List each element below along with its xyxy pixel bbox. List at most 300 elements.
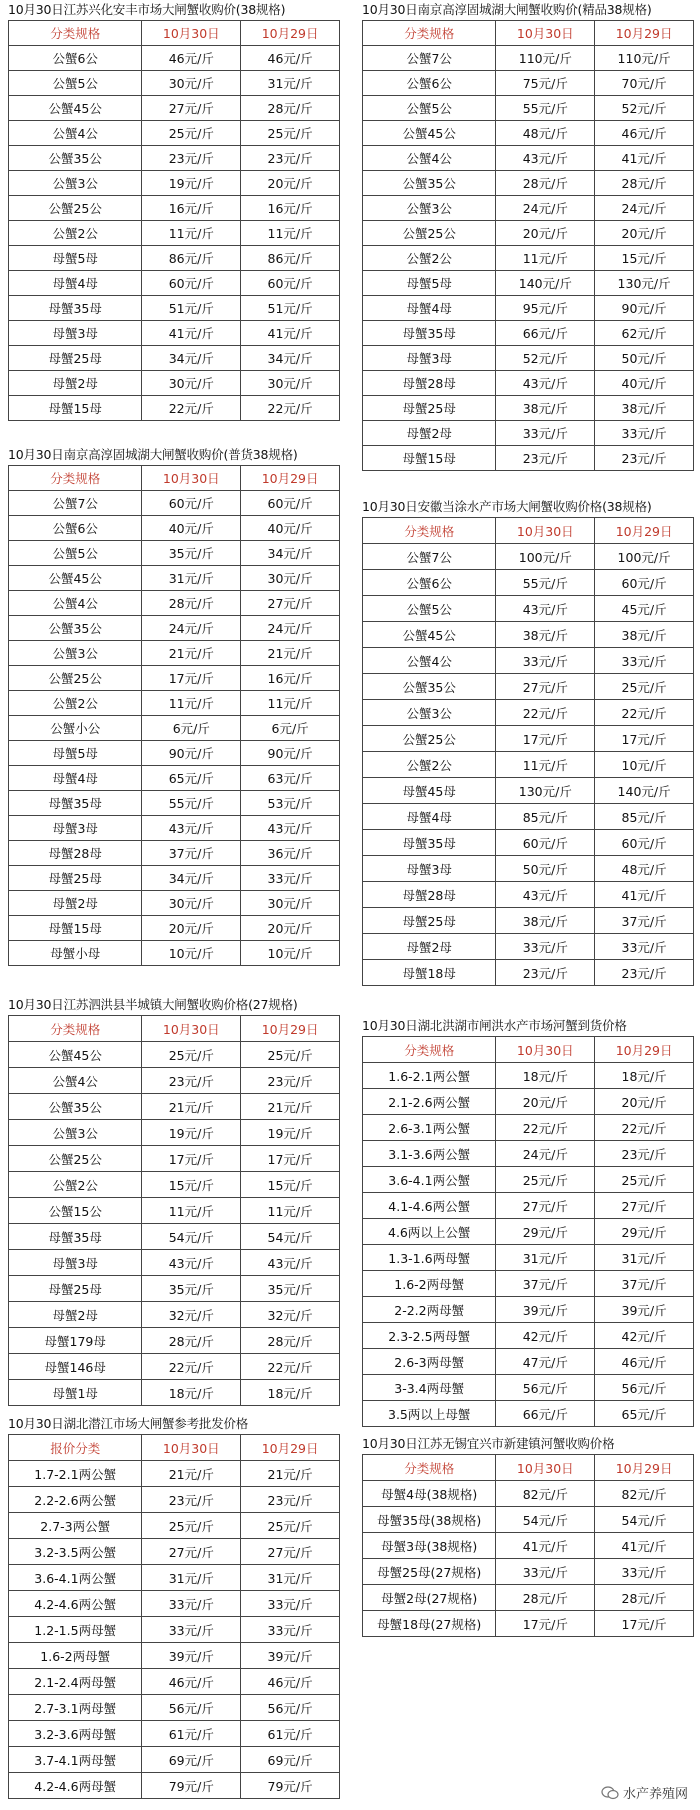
spec-cell: 母蟹25母 (9, 1276, 142, 1302)
table-row (363, 1507, 694, 1533)
table-row (363, 1349, 694, 1375)
price-cell: 39元/斤 (595, 1297, 694, 1323)
table-row (9, 246, 340, 271)
price-cell: 52元/斤 (496, 346, 595, 371)
price-cell: 45元/斤 (595, 596, 694, 622)
spec-cell: 公蟹2公 (9, 1172, 142, 1198)
table-row (363, 1323, 694, 1349)
spec-cell: 母蟹25母 (363, 908, 496, 934)
spec-cell: 母蟹小母 (9, 941, 142, 966)
table-row (9, 566, 340, 591)
table-row (9, 591, 340, 616)
price-cell: 82元/斤 (595, 1481, 694, 1507)
price-cell: 21元/斤 (142, 641, 241, 666)
spec-cell: 母蟹179母 (9, 1328, 142, 1354)
price-cell: 22元/斤 (241, 396, 340, 421)
price-cell: 31元/斤 (595, 1245, 694, 1271)
price-cell: 25元/斤 (595, 674, 694, 700)
price-cell: 17元/斤 (496, 1611, 595, 1637)
column-header: 10月29日 (241, 1435, 340, 1461)
price-cell: 60元/斤 (241, 271, 340, 296)
price-cell: 43元/斤 (496, 882, 595, 908)
table-row (363, 1193, 694, 1219)
table-row (9, 1565, 340, 1591)
price-cell: 20元/斤 (142, 916, 241, 941)
table-row (363, 221, 694, 246)
table-row (363, 1611, 694, 1637)
spec-cell: 公蟹2公 (9, 221, 142, 246)
spec-cell: 母蟹4母 (9, 271, 142, 296)
spec-cell: 4.1-4.6两公蟹 (363, 1193, 496, 1219)
table-row (9, 1302, 340, 1328)
column-header: 10月29日 (595, 1037, 694, 1063)
price-cell: 130元/斤 (595, 271, 694, 296)
table-row (9, 616, 340, 641)
price-cell: 23元/斤 (595, 1141, 694, 1167)
spec-cell: 母蟹3母 (9, 816, 142, 841)
price-cell: 37元/斤 (595, 908, 694, 934)
spec-cell: 母蟹35母(38规格) (363, 1507, 496, 1533)
table-row (9, 1250, 340, 1276)
price-cell: 24元/斤 (496, 1141, 595, 1167)
price-cell: 10元/斤 (241, 941, 340, 966)
price-cell: 6元/斤 (142, 716, 241, 741)
table-row (363, 421, 694, 446)
price-cell: 51元/斤 (241, 296, 340, 321)
table-row (363, 1063, 694, 1089)
spec-cell: 3.7-4.1两母蟹 (9, 1747, 142, 1773)
table-row (9, 396, 340, 421)
spec-cell: 公蟹4公 (363, 146, 496, 171)
price-cell: 16元/斤 (142, 196, 241, 221)
spec-cell: 母蟹28母 (363, 882, 496, 908)
table-title: 10月30日南京高淳固城湖大闸蟹收购价(普货38规格) (8, 447, 298, 462)
price-cell: 28元/斤 (496, 1585, 595, 1611)
price-cell: 33元/斤 (496, 421, 595, 446)
price-cell: 34元/斤 (142, 346, 241, 371)
spec-cell: 4.2-4.6两母蟹 (9, 1773, 142, 1799)
table-row (9, 1198, 340, 1224)
price-cell: 140元/斤 (595, 778, 694, 804)
price-cell: 17元/斤 (142, 1146, 241, 1172)
table-row (9, 666, 340, 691)
spec-cell: 母蟹25母(27规格) (363, 1559, 496, 1585)
price-cell: 33元/斤 (595, 1559, 694, 1585)
price-cell: 17元/斤 (595, 1611, 694, 1637)
table-row (363, 570, 694, 596)
price-cell: 56元/斤 (496, 1375, 595, 1401)
spec-cell: 母蟹2母 (9, 1302, 142, 1328)
price-cell: 11元/斤 (241, 221, 340, 246)
table-block-gaochun-premium (362, 0, 694, 471)
table-row (9, 1094, 340, 1120)
table-row (9, 121, 340, 146)
price-cell: 20元/斤 (241, 916, 340, 941)
table-row (363, 296, 694, 321)
table-row (363, 1089, 694, 1115)
price-cell: 24元/斤 (241, 616, 340, 641)
price-cell: 33元/斤 (142, 1591, 241, 1617)
spec-cell: 公蟹6公 (9, 46, 142, 71)
spec-cell: 4.2-4.6两公蟹 (9, 1591, 142, 1617)
price-cell: 39元/斤 (496, 1297, 595, 1323)
spec-cell: 母蟹45母 (363, 778, 496, 804)
table-row (9, 1120, 340, 1146)
spec-cell: 母蟹5母 (9, 246, 142, 271)
spec-cell: 母蟹5母 (9, 741, 142, 766)
table-row (9, 641, 340, 666)
table-row (363, 1585, 694, 1611)
column-header: 分类规格 (363, 21, 496, 46)
table-row (363, 752, 694, 778)
column-header: 分类规格 (9, 21, 142, 46)
price-cell: 43元/斤 (142, 816, 241, 841)
price-cell: 22元/斤 (142, 396, 241, 421)
spec-cell: 2.1-2.4两母蟹 (9, 1669, 142, 1695)
price-cell: 21元/斤 (241, 1461, 340, 1487)
price-cell: 23元/斤 (241, 146, 340, 171)
price-cell: 40元/斤 (595, 371, 694, 396)
spec-cell: 2.7-3.1两母蟹 (9, 1695, 142, 1721)
table-row (9, 841, 340, 866)
price-cell: 46元/斤 (595, 1349, 694, 1375)
price-cell: 41元/斤 (595, 1533, 694, 1559)
spec-cell: 公蟹25公 (9, 196, 142, 221)
spec-cell: 母蟹3母 (363, 346, 496, 371)
spec-cell: 母蟹28母 (363, 371, 496, 396)
price-cell: 79元/斤 (241, 1773, 340, 1799)
price-cell: 34元/斤 (241, 346, 340, 371)
price-cell: 41元/斤 (595, 146, 694, 171)
spec-cell: 母蟹2母 (9, 891, 142, 916)
spec-cell: 公蟹35公 (9, 616, 142, 641)
price-cell: 35元/斤 (142, 541, 241, 566)
price-cell: 25元/斤 (595, 1167, 694, 1193)
price-cell: 17元/斤 (241, 1146, 340, 1172)
table-row (9, 71, 340, 96)
spec-cell: 1.6-2两母蟹 (9, 1643, 142, 1669)
column-header: 10月30日 (496, 1037, 595, 1063)
table-row (363, 271, 694, 296)
spec-cell: 母蟹4母(38规格) (363, 1481, 496, 1507)
table-block-yixing-xinjian (362, 1434, 694, 1637)
price-cell: 24元/斤 (142, 616, 241, 641)
table-row (9, 1513, 340, 1539)
column-header: 分类规格 (363, 1037, 496, 1063)
price-cell: 11元/斤 (142, 1198, 241, 1224)
price-cell: 55元/斤 (496, 570, 595, 596)
table-row (9, 891, 340, 916)
price-cell: 60元/斤 (595, 830, 694, 856)
price-cell: 40元/斤 (142, 516, 241, 541)
spec-cell: 公蟹4公 (9, 121, 142, 146)
price-cell: 15元/斤 (595, 246, 694, 271)
table-row (9, 271, 340, 296)
price-cell: 20元/斤 (595, 221, 694, 246)
price-cell: 56元/斤 (241, 1695, 340, 1721)
price-cell: 29元/斤 (496, 1219, 595, 1245)
price-cell: 29元/斤 (595, 1219, 694, 1245)
price-cell: 18元/斤 (595, 1063, 694, 1089)
table-title: 10月30日南京高淳固城湖大闸蟹收购价(精品38规格) (362, 2, 652, 17)
price-cell: 28元/斤 (241, 1328, 340, 1354)
column-header: 10月30日 (142, 466, 241, 491)
spec-cell: 母蟹2母 (363, 934, 496, 960)
table-row (9, 1172, 340, 1198)
price-cell: 65元/斤 (142, 766, 241, 791)
price-cell: 21元/斤 (142, 1461, 241, 1487)
price-cell: 53元/斤 (241, 791, 340, 816)
spec-cell: 公蟹5公 (363, 596, 496, 622)
price-cell: 18元/斤 (142, 1380, 241, 1406)
price-cell: 15元/斤 (241, 1172, 340, 1198)
table-row (9, 1380, 340, 1406)
spec-cell: 公蟹3公 (363, 196, 496, 221)
price-cell: 30元/斤 (142, 371, 241, 396)
spec-cell: 母蟹28母 (9, 841, 142, 866)
spec-cell: 公蟹2公 (9, 691, 142, 716)
price-cell: 33元/斤 (496, 648, 595, 674)
spec-cell: 母蟹2母 (9, 371, 142, 396)
wechat-icon (601, 1786, 619, 1800)
table-header-row (9, 21, 340, 46)
price-cell: 75元/斤 (496, 71, 595, 96)
price-cell: 25元/斤 (241, 1042, 340, 1068)
price-cell: 140元/斤 (496, 271, 595, 296)
spec-cell: 母蟹35母 (9, 1224, 142, 1250)
price-cell: 19元/斤 (142, 171, 241, 196)
table-row (9, 1146, 340, 1172)
table-row (9, 541, 340, 566)
price-cell: 23元/斤 (241, 1487, 340, 1513)
table-row (9, 1747, 340, 1773)
table-row (363, 856, 694, 882)
table-block-gaochun-ordinary (8, 445, 340, 966)
price-cell: 28元/斤 (496, 171, 595, 196)
price-cell: 43元/斤 (496, 371, 595, 396)
spec-cell: 3.2-3.6两母蟹 (9, 1721, 142, 1747)
spec-cell: 公蟹35公 (363, 674, 496, 700)
price-cell: 61元/斤 (241, 1721, 340, 1747)
price-cell: 39元/斤 (241, 1643, 340, 1669)
spec-cell: 公蟹35公 (363, 171, 496, 196)
table-row (9, 221, 340, 246)
table-header-row (9, 466, 340, 491)
table-row (363, 908, 694, 934)
price-cell: 31元/斤 (496, 1245, 595, 1271)
price-cell: 25元/斤 (496, 1167, 595, 1193)
price-cell: 43元/斤 (241, 816, 340, 841)
price-cell: 46元/斤 (595, 121, 694, 146)
spec-cell: 公蟹5公 (363, 96, 496, 121)
table-row (9, 516, 340, 541)
table-row (363, 622, 694, 648)
price-cell: 11元/斤 (496, 752, 595, 778)
table-row (9, 1224, 340, 1250)
price-cell: 11元/斤 (241, 691, 340, 716)
spec-cell: 母蟹3母(38规格) (363, 1533, 496, 1559)
price-cell: 56元/斤 (142, 1695, 241, 1721)
price-cell: 55元/斤 (142, 791, 241, 816)
spec-cell: 1.2-1.5两母蟹 (9, 1617, 142, 1643)
price-cell: 33元/斤 (241, 1591, 340, 1617)
price-cell: 25元/斤 (241, 121, 340, 146)
spec-cell: 公蟹6公 (9, 516, 142, 541)
price-cell: 40元/斤 (241, 516, 340, 541)
price-cell: 23元/斤 (595, 960, 694, 986)
spec-cell: 母蟹15母 (9, 396, 142, 421)
price-table (8, 20, 340, 421)
price-cell: 90元/斤 (241, 741, 340, 766)
spec-cell: 公蟹25公 (9, 666, 142, 691)
price-cell: 32元/斤 (241, 1302, 340, 1328)
table-row (363, 700, 694, 726)
table-row (363, 1141, 694, 1167)
table-row (363, 1375, 694, 1401)
price-cell: 19元/斤 (142, 1120, 241, 1146)
spec-cell: 母蟹15母 (9, 916, 142, 941)
price-cell: 110元/斤 (595, 46, 694, 71)
price-cell: 33元/斤 (595, 421, 694, 446)
table-row (9, 1669, 340, 1695)
price-cell: 90元/斤 (595, 296, 694, 321)
spec-cell: 2.7-3两公蟹 (9, 1513, 142, 1539)
price-cell: 60元/斤 (142, 271, 241, 296)
price-cell: 21元/斤 (142, 1094, 241, 1120)
column-header: 分类规格 (363, 1455, 496, 1481)
spec-cell: 母蟹4母 (363, 804, 496, 830)
table-block-xinghua-anfeng (8, 0, 340, 421)
spec-cell: 母蟹1母 (9, 1380, 142, 1406)
price-cell: 100元/斤 (496, 544, 595, 570)
price-cell: 61元/斤 (142, 1721, 241, 1747)
spec-cell: 母蟹2母 (363, 421, 496, 446)
price-cell: 33元/斤 (496, 934, 595, 960)
table-row (363, 960, 694, 986)
price-cell: 19元/斤 (241, 1120, 340, 1146)
spec-cell: 1.7-2.1两公蟹 (9, 1461, 142, 1487)
table-title: 10月30日安徽当涂水产市场大闸蟹收购价格(38规格) (362, 499, 652, 514)
spec-cell: 公蟹45公 (363, 622, 496, 648)
table-header-row (363, 518, 694, 544)
price-cell: 30元/斤 (142, 71, 241, 96)
table-row (363, 934, 694, 960)
price-cell: 25元/斤 (241, 1513, 340, 1539)
table-row (363, 1245, 694, 1271)
price-cell: 43元/斤 (241, 1250, 340, 1276)
table-header-row (9, 1435, 340, 1461)
price-cell: 54元/斤 (496, 1507, 595, 1533)
price-cell: 31元/斤 (142, 1565, 241, 1591)
table-row (363, 396, 694, 421)
table-row (9, 171, 340, 196)
price-cell: 48元/斤 (496, 121, 595, 146)
table-row (363, 544, 694, 570)
spec-cell: 公蟹25公 (9, 1146, 142, 1172)
spec-cell: 公蟹7公 (363, 544, 496, 570)
price-cell: 46元/斤 (142, 1669, 241, 1695)
price-cell: 24元/斤 (496, 196, 595, 221)
spec-cell: 2.1-2.6两公蟹 (363, 1089, 496, 1115)
price-cell: 54元/斤 (595, 1507, 694, 1533)
price-cell: 42元/斤 (595, 1323, 694, 1349)
price-cell: 35元/斤 (241, 1276, 340, 1302)
column-header: 10月30日 (142, 1016, 241, 1042)
price-cell: 27元/斤 (496, 1193, 595, 1219)
price-cell: 35元/斤 (142, 1276, 241, 1302)
table-row (363, 648, 694, 674)
spec-cell: 公蟹4公 (9, 1068, 142, 1094)
spec-cell: 3.6-4.1两公蟹 (363, 1167, 496, 1193)
price-cell: 34元/斤 (142, 866, 241, 891)
price-cell: 37元/斤 (142, 841, 241, 866)
table-row (9, 346, 340, 371)
price-table (8, 465, 340, 966)
price-cell: 25元/斤 (142, 1513, 241, 1539)
table-block-dangtu-market (362, 497, 694, 986)
table-row (9, 1068, 340, 1094)
table-row (9, 1276, 340, 1302)
price-cell: 30元/斤 (241, 891, 340, 916)
price-cell: 66元/斤 (496, 321, 595, 346)
price-cell: 69元/斤 (241, 1747, 340, 1773)
spec-cell: 公蟹2公 (363, 752, 496, 778)
price-cell: 41元/斤 (142, 321, 241, 346)
price-cell: 60元/斤 (496, 830, 595, 856)
table-row (363, 1533, 694, 1559)
price-cell: 27元/斤 (142, 1539, 241, 1565)
spec-cell: 3.6-4.1两公蟹 (9, 1565, 142, 1591)
price-cell: 37元/斤 (496, 1271, 595, 1297)
column-header: 10月29日 (595, 518, 694, 544)
price-cell: 31元/斤 (142, 566, 241, 591)
spec-cell: 3.2-3.5两公蟹 (9, 1539, 142, 1565)
spec-cell: 母蟹18母 (363, 960, 496, 986)
table-row (363, 1481, 694, 1507)
table-row (9, 866, 340, 891)
table-row (363, 96, 694, 121)
price-cell: 16元/斤 (241, 666, 340, 691)
price-cell: 23元/斤 (142, 146, 241, 171)
table-header-row (363, 21, 694, 46)
table-row (363, 71, 694, 96)
price-cell: 10元/斤 (142, 941, 241, 966)
price-cell: 11元/斤 (142, 221, 241, 246)
price-cell: 33元/斤 (142, 1617, 241, 1643)
price-cell: 27元/斤 (241, 591, 340, 616)
table-row (9, 491, 340, 516)
spec-cell: 母蟹2母(27规格) (363, 1585, 496, 1611)
spec-cell: 母蟹35母 (9, 791, 142, 816)
table-row (9, 1042, 340, 1068)
price-cell: 46元/斤 (142, 46, 241, 71)
price-cell: 33元/斤 (496, 1559, 595, 1585)
spec-cell: 母蟹146母 (9, 1354, 142, 1380)
price-cell: 18元/斤 (241, 1380, 340, 1406)
price-cell: 20元/斤 (496, 1089, 595, 1115)
spec-cell: 公蟹5公 (9, 541, 142, 566)
column-header: 10月30日 (142, 1435, 241, 1461)
spec-cell: 母蟹3母 (9, 1250, 142, 1276)
price-cell: 46元/斤 (241, 46, 340, 71)
table-row (9, 1695, 340, 1721)
price-cell: 56元/斤 (595, 1375, 694, 1401)
price-cell: 38元/斤 (496, 622, 595, 648)
spec-cell: 母蟹25母 (9, 866, 142, 891)
price-cell: 28元/斤 (142, 1328, 241, 1354)
price-cell: 28元/斤 (241, 96, 340, 121)
table-row (9, 1328, 340, 1354)
